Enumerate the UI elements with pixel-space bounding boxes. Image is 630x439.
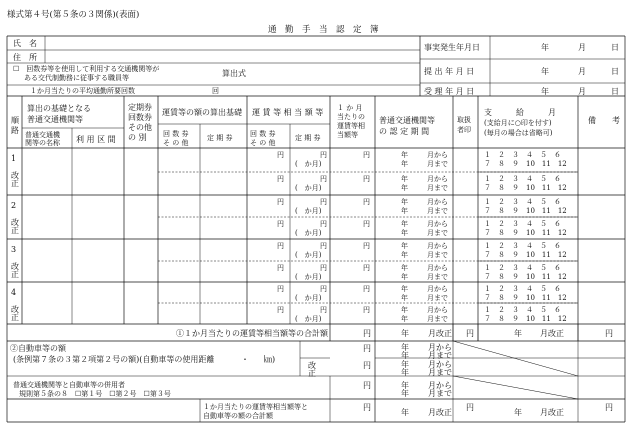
route-2-part-2-fare-coupon-yen: 円 <box>277 220 284 228</box>
route-3-kaisei-2: 正 <box>11 270 19 279</box>
combined-kaisei: 月改正 <box>428 408 452 417</box>
route-2-part-1-fare-teiki-yen: 円 <box>320 198 327 206</box>
total-yen-3: 円 <box>605 329 613 338</box>
route-3-part-1-fare-coupon-yen: 円 <box>277 242 284 250</box>
route-3-part-2-monthly-yen: 円 <box>363 264 370 272</box>
route-2-kaisei-2: 正 <box>11 226 19 235</box>
route-4-part-2-from-month: 月から <box>427 306 448 314</box>
fare-equiv-header: 運 賃 等 相 当 額 等 <box>252 108 324 117</box>
route-3-part-1-monthly-yen: 円 <box>363 242 370 250</box>
payment-month-header-1: 支 給 月 <box>484 108 556 117</box>
route-3-part-1-months-row-2: ７ ８ ９ 10 11 12 <box>484 251 567 259</box>
route-3-part-2-months-row-1: １ ２ ３ ４ ５ ６ <box>484 264 561 272</box>
route-4-part-1-fare-teiki-yen: 円 <box>320 285 327 293</box>
teiki-header-2: 回数券 <box>128 113 152 122</box>
car-from-1: 月から <box>428 343 452 352</box>
coupon-other-header-1: 回 数 券 <box>163 130 189 138</box>
handler-header-1: 取扱 <box>457 116 471 124</box>
user-label-1: 普通交通機関等と自動車等の併用者 <box>13 381 125 389</box>
route-3-part-1-months-row-1: １ ２ ３ ４ ５ ６ <box>484 242 561 250</box>
route-3-kaisei-1: 改 <box>11 262 19 271</box>
transport-name-header-2: 関等の名称 <box>25 139 60 147</box>
avg-commute-unit: 回 <box>212 87 219 95</box>
monthly-header-2: 当たりの <box>337 113 365 121</box>
route-3-part-2-from-month: 月から <box>427 264 448 272</box>
route-2-part-2-fare-teiki-yen: 円 <box>320 220 327 228</box>
route-2-part-2-to-year: 年 <box>401 229 408 237</box>
route-2-part-2-to-month: 月まで <box>427 229 448 237</box>
route-3-part-2-months-row-2: ７ ８ ９ 10 11 12 <box>484 273 567 281</box>
form-title: 通 勤 手 当 認 定 簿 <box>268 25 379 35</box>
monthly-header-1: １ か 月 <box>337 104 363 112</box>
car-kaisei-1: 改 <box>308 361 316 370</box>
total-label: ①１か月当たりの運賃等相当額等の合計額 <box>176 329 328 338</box>
route-2-part-1-months-row-2: ７ ８ ９ 10 11 12 <box>484 207 567 215</box>
car-yen-2: 円 <box>363 361 371 370</box>
submit-month-unit: 月 <box>578 67 586 76</box>
route-4-part-1-months-row-2: ７ ８ ９ 10 11 12 <box>484 294 567 302</box>
combined-year: 年 <box>401 408 409 417</box>
route-1-part-2-months-row-1: １ ２ ３ ４ ５ ６ <box>484 175 561 183</box>
user-to: 月まで <box>428 389 452 398</box>
route-4-kaisei-2: 正 <box>11 313 19 322</box>
monthly-header-3: 運賃等相 <box>337 122 365 130</box>
route-4-part-2-to-month: 月まで <box>427 315 448 323</box>
transport-name-header-1: 普通交通機 <box>25 131 60 139</box>
route-2-part-2-monthly-yen: 円 <box>363 220 370 228</box>
route-1-part-1-from-year: 年 <box>401 151 408 159</box>
route-2-kaisei-1: 改 <box>11 218 19 227</box>
route-number-3: 3 <box>11 245 17 254</box>
car-km: ㎞) <box>264 355 276 364</box>
coupon-other-header-2: そ の 他 <box>163 139 189 147</box>
route-3-part-2-months: ( か月) <box>295 273 322 281</box>
route-4-part-1-fare-coupon-yen: 円 <box>277 285 284 293</box>
payment-month-header-2: (支給月に○印を付す) <box>484 119 552 127</box>
route-2-part-1-to-month: 月まで <box>427 207 448 215</box>
route-1-kaisei-1: 改 <box>11 171 19 180</box>
total-kaisei-2: 月改正 <box>540 329 564 338</box>
submit-day-unit: 日 <box>611 67 619 76</box>
route-3-part-2-fare-teiki-yen: 円 <box>320 264 327 272</box>
combined-label-2: 自動車等の額の合計額 <box>203 412 273 420</box>
car-dot: ・ <box>241 355 249 364</box>
route-3-part-2-to-year: 年 <box>401 273 408 281</box>
total-yen-2: 円 <box>466 329 474 338</box>
route-1-part-2-fare-teiki-yen: 円 <box>320 175 327 183</box>
avg-commute-label: １か月当たりの平均通勤所要回数 <box>30 87 135 95</box>
total-year: 年 <box>401 329 409 338</box>
basis-header-1: 算出の基礎となる <box>27 104 91 113</box>
car-from-2: 月から <box>428 360 452 369</box>
combined-year-2: 年 <box>514 408 522 417</box>
car-to-2: 月まで <box>428 368 452 377</box>
route-4-part-2-months-row-2: ７ ８ ９ 10 11 12 <box>484 315 567 323</box>
combined-yen-2: 円 <box>466 403 474 412</box>
route-4-part-2-months: ( か月) <box>295 315 322 323</box>
occur-date-label: 事実発生年月日 <box>424 43 480 52</box>
route-2-part-1-to-year: 年 <box>401 207 408 215</box>
fare-calc-basis-header: 運賃等の額の算出基礎 <box>162 108 242 117</box>
route-4-part-2-from-year: 年 <box>401 306 408 314</box>
route-4-part-2-monthly-yen: 円 <box>363 306 370 314</box>
receive-day-unit: 日 <box>611 87 619 96</box>
occur-year-unit: 年 <box>541 43 549 52</box>
route-2-part-2-months-row-2: ７ ８ ９ 10 11 12 <box>484 229 567 237</box>
user-year-1: 年 <box>401 381 409 390</box>
teiki-header-1: 定期券 <box>128 103 152 112</box>
route-4-part-1-from-month: 月から <box>427 285 448 293</box>
route-4-kaisei-1: 改 <box>11 305 19 314</box>
route-1-kaisei-2: 正 <box>11 179 19 188</box>
fare-coupon-header-1: 回 数 券 <box>250 130 276 138</box>
name-label: 氏 名 <box>13 39 37 48</box>
route-1-part-1-months-row-1: １ ２ ３ ４ ５ ６ <box>484 151 561 159</box>
route-4-part-2-fare-coupon-yen: 円 <box>277 306 284 314</box>
route-2-part-2-months-row-1: １ ２ ３ ４ ５ ６ <box>484 220 561 228</box>
route-1-part-1-from-month: 月から <box>427 151 448 159</box>
combined-yen-3: 円 <box>605 403 613 412</box>
basis-header-2: 普通交通機関等 <box>27 115 83 124</box>
user-yen: 円 <box>363 381 371 390</box>
route-2-part-1-monthly-yen: 円 <box>363 198 370 206</box>
submit-year-unit: 年 <box>541 67 549 76</box>
route-4-part-1-to-year: 年 <box>401 294 408 302</box>
payment-month-header-3: (毎月の場合は省略可) <box>484 129 553 137</box>
car-kaisei-2: 正 <box>308 369 316 378</box>
route-1-part-1-fare-coupon-yen: 円 <box>277 151 284 159</box>
route-3-part-1-to-year: 年 <box>401 251 408 259</box>
route-2-part-1-fare-coupon-yen: 円 <box>277 198 284 206</box>
route-number-4: 4 <box>11 288 17 297</box>
route-1-part-1-to-year: 年 <box>401 160 408 168</box>
teiki-ken-header: 定 期 券 <box>207 134 233 142</box>
route-3-part-1-from-month: 月から <box>427 242 448 250</box>
address-label: 住 所 <box>13 53 37 62</box>
user-from: 月から <box>428 381 452 390</box>
route-1-part-1-to-month: 月まで <box>427 160 448 168</box>
receive-year-unit: 年 <box>541 87 549 96</box>
total-year-2: 年 <box>514 329 522 338</box>
route-4-part-2-months-row-1: １ ２ ３ ４ ５ ６ <box>484 306 561 314</box>
route-4-part-1-from-year: 年 <box>401 285 408 293</box>
combined-label-1: １か月当たりの運賃等相当額等と <box>203 403 308 411</box>
route-1-part-1-monthly-yen: 円 <box>363 151 370 159</box>
route-2-part-1-from-month: 月から <box>427 198 448 206</box>
car-year-4: 年 <box>401 368 409 377</box>
route-1-part-2-months-row-2: ７ ８ ９ 10 11 12 <box>484 184 567 192</box>
handler-header-2: 者印 <box>457 126 471 134</box>
route-1-part-2-fare-coupon-yen: 円 <box>277 175 284 183</box>
route-number-1: 1 <box>11 154 17 163</box>
teiki-header-4: の 別 <box>128 133 147 142</box>
fare-teiki-header: 定 期 券 <box>295 134 321 142</box>
route-1-part-1-fare-teiki-yen: 円 <box>320 151 327 159</box>
seq-header-2: 路 <box>11 126 19 135</box>
car-year-3: 年 <box>401 360 409 369</box>
route-1-part-1-months-row-2: ７ ８ ９ 10 11 12 <box>484 160 567 168</box>
approval-period-header-1: 普通交通機関等 <box>379 116 435 125</box>
seq-header-1: 順 <box>11 116 19 125</box>
route-1-part-2-from-year: 年 <box>401 175 408 183</box>
route-3-part-1-months: ( か月) <box>295 251 322 259</box>
route-section-header: 利 用 区 間 <box>76 135 116 144</box>
shift-worker-label: ある交代制勤務に従事する職員等 <box>24 74 129 82</box>
combined-yen: 円 <box>363 403 371 412</box>
route-2-part-2-from-year: 年 <box>401 220 408 228</box>
route-4-part-1-to-month: 月まで <box>427 294 448 302</box>
total-yen: 円 <box>363 329 371 338</box>
route-4-part-2-to-year: 年 <box>401 315 408 323</box>
route-2-part-1-months-row-1: １ ２ ３ ４ ５ ６ <box>484 198 561 206</box>
fare-coupon-header-2: そ の 他 <box>250 139 276 147</box>
car-to-1: 月まで <box>428 351 452 360</box>
car-label-1: ②自動車等の額 <box>10 344 66 353</box>
route-4-part-1-months-row-1: １ ２ ３ ４ ５ ６ <box>484 285 561 293</box>
route-3-part-1-to-month: 月まで <box>427 251 448 259</box>
monthly-header-4: 当額等 <box>337 131 358 139</box>
car-year-2: 年 <box>401 351 409 360</box>
shift-worker-checkbox[interactable]: ☐ 回数券等を使用して利用する交通機関等が <box>13 65 160 73</box>
route-4-part-2-fare-teiki-yen: 円 <box>320 306 327 314</box>
route-1-part-2-to-year: 年 <box>401 184 408 192</box>
route-2-part-2-from-month: 月から <box>427 220 448 228</box>
total-kaisei: 月改正 <box>428 329 452 338</box>
combined-kaisei-2: 月改正 <box>540 408 564 417</box>
route-2-part-2-months: ( か月) <box>295 229 322 237</box>
car-yen-1: 円 <box>363 344 371 353</box>
occur-month-unit: 月 <box>578 43 586 52</box>
calc-label: 算出式 <box>222 69 246 78</box>
route-3-part-2-fare-coupon-yen: 円 <box>277 264 284 272</box>
route-number-2: 2 <box>11 201 17 210</box>
route-3-part-1-from-year: 年 <box>401 242 408 250</box>
car-label-2: (条例第７条の３第２項第２号の額)(自動車等の使用距離 <box>13 355 215 364</box>
car-year-1: 年 <box>401 343 409 352</box>
route-4-part-1-monthly-yen: 円 <box>363 285 370 293</box>
route-2-part-1-from-year: 年 <box>401 198 408 206</box>
form-number: 様式第４号(第５条の３関係)(表面) <box>7 10 140 20</box>
approval-period-header-2: の 認 定 期 間 <box>379 127 430 136</box>
route-1-part-2-from-month: 月から <box>427 175 448 183</box>
route-3-part-2-from-year: 年 <box>401 264 408 272</box>
submit-date-label: 提 出 年 月 日 <box>424 67 475 76</box>
route-3-part-2-to-month: 月まで <box>427 273 448 281</box>
occur-day-unit: 日 <box>611 43 619 52</box>
teiki-header-3: その他 <box>128 123 152 132</box>
user-label-2: 規則第５条の８ ☐第１号 ☐第２号 ☐第３号 <box>19 390 171 398</box>
route-3-part-1-fare-teiki-yen: 円 <box>320 242 327 250</box>
remarks-header: 備 考 <box>588 116 620 125</box>
route-1-part-2-to-month: 月まで <box>427 184 448 192</box>
user-year-2: 年 <box>401 389 409 398</box>
route-1-part-2-monthly-yen: 円 <box>363 175 370 183</box>
receive-month-unit: 月 <box>578 87 586 96</box>
route-4-part-1-months: ( か月) <box>295 294 322 302</box>
route-1-part-2-months: ( か月) <box>295 184 322 192</box>
route-2-part-1-months: ( か月) <box>295 207 322 215</box>
route-1-part-1-months: ( か月) <box>295 160 322 168</box>
receive-date-label: 受 理 年 月 日 <box>424 87 475 96</box>
